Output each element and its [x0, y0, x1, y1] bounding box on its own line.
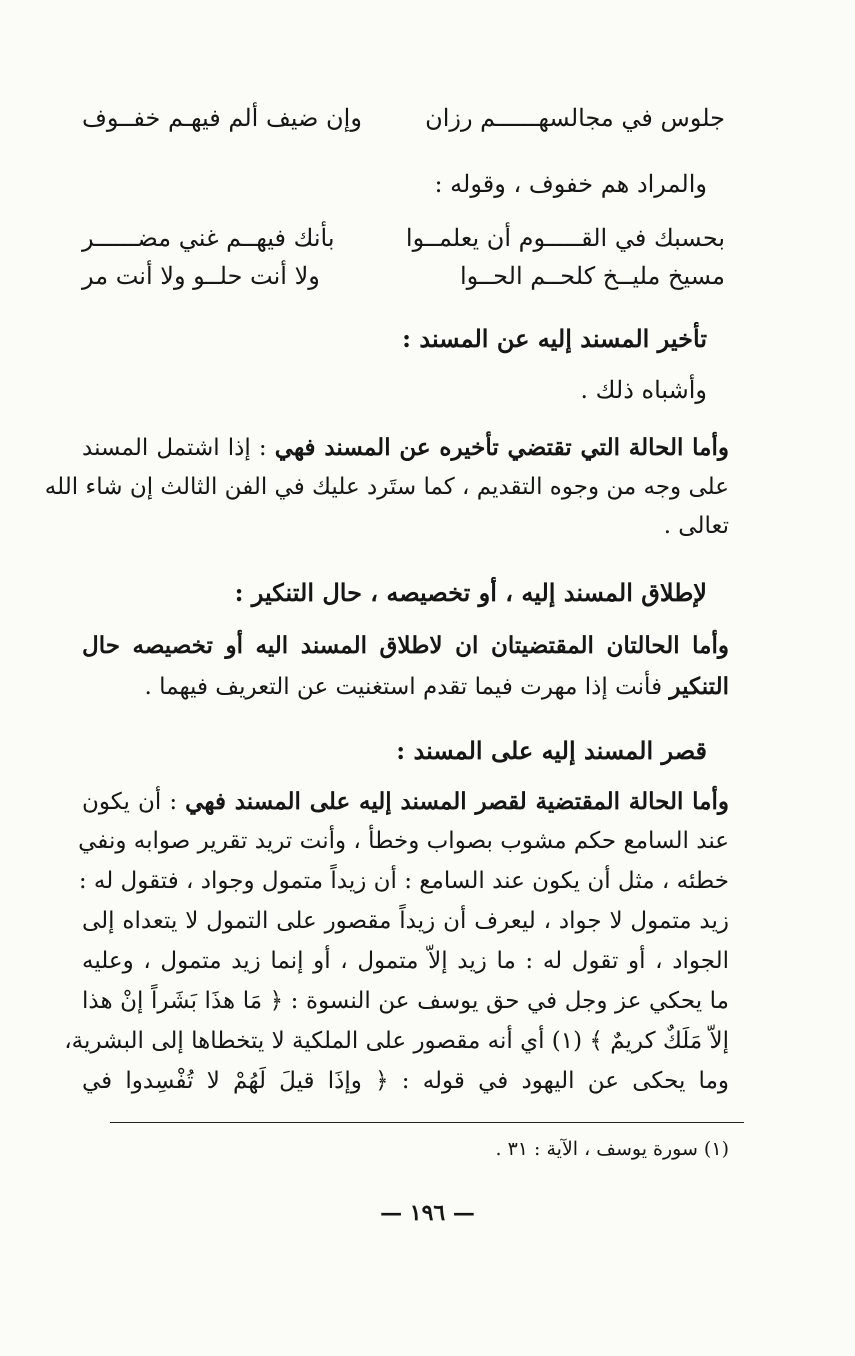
section-heading: لإطلاق المسند إليه ، أو تخصيصه ، حال التنكير :	[234, 578, 707, 607]
paragraph-1-line-3: تعالى .	[663, 513, 729, 539]
paragraph-3-line-1	[82, 788, 729, 815]
paragraph-3-rest: : أن يكون	[82, 789, 186, 815]
verse-3-hemistich-left: ولا أنت حلــو ولا أنت مر	[82, 262, 320, 290]
paragraph-3-line-8: وما يحكى عن اليهود في قوله : ﴿ وإذَا قيلَ لَهُمْ لا تُفْسِدوا في	[82, 1068, 729, 1094]
verse-2-hemistich-left: بأنك فيهــم غني مضــــــر	[82, 224, 335, 252]
paragraph-1-line-1	[82, 434, 729, 461]
text-line: وأشباه ذلك .	[580, 376, 707, 404]
verse-1-hemistich-left: وإن ضيف ألم فيهـم خفــوف	[82, 104, 362, 132]
verse-2-hemistich-right: بحسبك في القـــــوم أن يعلمــوا	[405, 224, 725, 252]
footnote: (١) سورة يوسف ، الآية : ٣١ .	[495, 1138, 729, 1160]
paragraph-1-rest: : إذا اشتمل المسند	[82, 435, 275, 461]
verse-3-hemistich-right: مسيخ مليــخ كلحــم الحــوا	[460, 262, 725, 290]
paragraph-3-line-7: إلاّ مَلَكٌ كريمٌ ﴾ (١) أي أنه مقصور على الملكية لا يتخطاها إلى البشرية،	[64, 1028, 729, 1054]
paragraph-2-line-2	[145, 673, 729, 700]
paragraph-3-line-6: ما يحكي عز وجل في حق يوسف عن النسوة : ﴿ مَا هذَا بَشَراً إنْ هذا	[82, 988, 729, 1014]
section-heading: قصر المسند إليه على المسند :	[396, 736, 707, 765]
paragraph-3-line-2: عند السامع حكم مشوب بصواب وخطأ ، وأنت تريد تقرير صوابه ونفي	[78, 828, 729, 854]
paragraph-2-rest: فأنت إذا مهرت فيما تقدم استغنيت عن التعريف فيهما .	[144, 674, 670, 700]
paragraph-2-lead: التنكير	[669, 673, 729, 700]
paragraph-2-line-1: وأما الحالتان المقتضيتان ان لاطلاق المسند اليه أو تخصيصه حال	[82, 632, 729, 659]
paragraph-3-line-4: زيد متمول لا جواد ، ليعرف أن زيداً مقصور على التمول لا يتعداه إلى	[82, 908, 729, 934]
paragraph-1-line-2: على وجه من وجوه التقديم ، كما ستَرد عليك في الفن الثالث إن شاء الله	[44, 474, 729, 500]
footnote-divider	[110, 1122, 744, 1123]
text-line: والمراد هم خفوف ، وقوله :	[434, 170, 707, 198]
paragraph-3-lead: وأما الحالة المقتضية لقصر المسند إليه على المسند فهي	[185, 788, 730, 815]
page-number: — ١٩٦ —	[380, 1200, 475, 1226]
paragraph-3-line-3: خطئه ، مثل أن يكون عند السامع : أن زيداً متمول وجواد ، فتقول له :	[78, 868, 729, 894]
verse-1-hemistich-right: جلوس في مجالسهــــــم رزان	[425, 104, 725, 132]
paragraph-3-line-5: الجواد ، أو تقول له : ما زيد إلاّ متمول ، أو إنما زيد متمول ، وعليه	[82, 948, 729, 974]
paragraph-1-lead: وأما الحالة التي تقتضي تأخيره عن المسند فهي	[274, 434, 730, 461]
section-heading: تأخير المسند إليه عن المسند :	[402, 324, 707, 353]
